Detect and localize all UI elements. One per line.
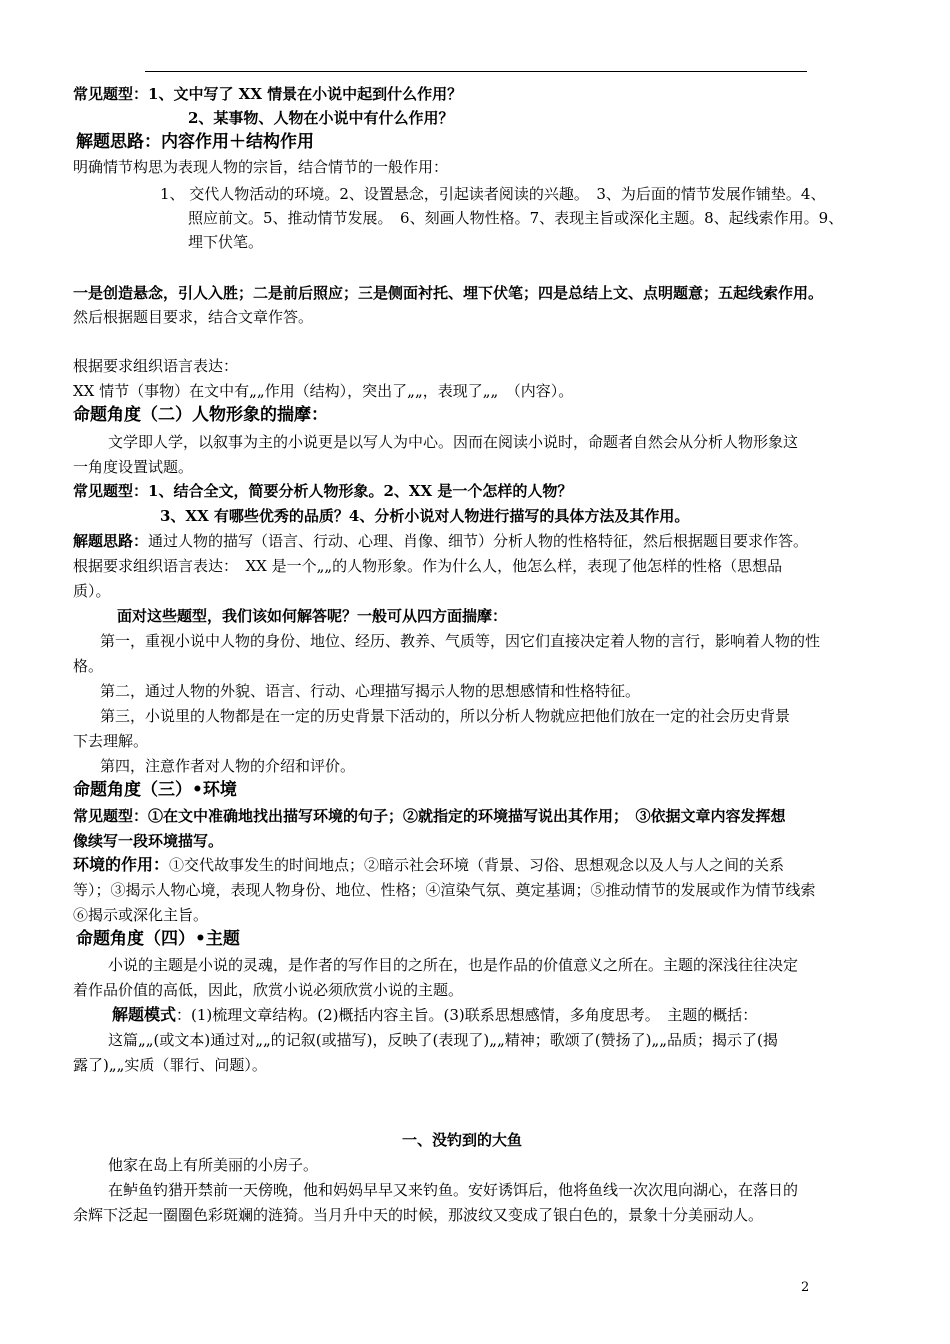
angle3-function-line2: 等）；③揭示人物心境，表现人物身份、地位、性格；④渲染气氛、奠定基调；⑤推动情节的发展或作为情节线索 xyxy=(73,881,816,899)
angle2-heading: 命题角度（二）人物形象的揣摩： xyxy=(73,405,328,425)
angle4-mode-text: ：(1)梳理文章结构。(2)概括内容主旨。(3)联系思想感情，多角度思考。 主题的概括： xyxy=(176,1006,758,1024)
angle2-approach-text: 通过人物的描写（语言、行动、心理、肖像、细节）分析人物的性格特征，然后根据题目要求作答。 xyxy=(148,532,809,550)
question-type-2: 2、某事物、人物在小说中有什么作用？ xyxy=(188,109,454,127)
angle3-types-line1: 常见题型：①在文中准确地找出描写环境的句子；②就指定的环境描写说出其作用； ③依据文章内容发挥想 xyxy=(73,807,786,825)
angle2-types-line2: 3、XX 有哪些优秀的品质？4、分析小说对人物进行描写的具体方法及其作用。 xyxy=(160,507,690,525)
angle3-types-line2: 像续写一段环境描写。 xyxy=(73,832,224,850)
angle2-types-label: 常见题型： xyxy=(73,482,149,500)
angle4-heading: 命题角度（四）•主题 xyxy=(76,929,240,949)
angle3-function-line1 xyxy=(73,855,784,875)
first-point-line2: 格。 xyxy=(73,657,104,675)
angle4-mode-label: 解题模式 xyxy=(112,1005,177,1024)
function-list-line2: 照应前文。5、推动情节发展。 6、刻画人物性格。7、表现主旨或深化主题。8、起线索作用。9、 xyxy=(188,209,844,227)
angle4-template-line1: 这篇„„(或文本)通过对„„的记叙(或描写)，反映了(表现了)„„精神；歌颂了(赞扬了)„„品质；揭示了(揭 xyxy=(108,1031,778,1049)
question-types-line1 xyxy=(73,84,462,104)
question-type-1: ：1、文中写了 XX 情景在小说中起到什么作用？ xyxy=(133,85,463,103)
angle2-approach xyxy=(73,531,808,551)
angle4-template-line2: 露了)„„实质（罪行、问题）。 xyxy=(73,1056,267,1074)
story-para2-line2: 余辉下泛起一圈圈色彩斑斓的涟猗。当月升中天的时候，那波纹又变成了银白色的，景象十分美丽动人。 xyxy=(73,1206,764,1224)
express-label: 根据要求组织语言表达： xyxy=(73,357,239,375)
angle2-express-line2: 质）。 xyxy=(73,582,111,600)
third-point-line1: 第三，小说里的人物都是在一定的历史背景下活动的，所以分析人物就应把他们放在一定的社会历史背景 xyxy=(100,707,791,725)
angle3-function-text1: ①交代故事发生的时间地点；②暗示社会环境（背景、习俗、思想观念以及人与人之间的关系 xyxy=(169,856,785,874)
angle3-function-line3: ⑥揭示或深化主旨。 xyxy=(73,906,209,924)
summary-bold: 一是创造悬念，引人入胜；二是前后照应；三是侧面衬托、埋下伏笔；四是总结上文、点明题意；五起线索作用。 xyxy=(73,284,824,302)
header-rule xyxy=(145,71,807,72)
question-types-label: 常见题型 xyxy=(73,85,134,103)
angle2-para-line1: 文学即人学，以叙事为主的小说更是以写人为中心。因而在阅读小说时，命题者自然会从分析人物形象这 xyxy=(108,433,799,451)
story-para2-line1: 在鲈鱼钓猎开禁前一天傍晚，他和妈妈早早又来钓鱼。安好诱饵后，他将鱼线一次次甩向湖心，在落日的 xyxy=(108,1181,799,1199)
summary-tail: 然后根据题目要求，结合文章作答。 xyxy=(73,308,314,326)
second-point: 第二，通过人物的外貌、语言、行动、心理描写揭示人物的思想感情和性格特征。 xyxy=(100,682,641,700)
angle4-para-line2: 着作品价值的高低，因此，欣赏小说必须欣赏小说的主题。 xyxy=(73,981,464,999)
angle2-express-line1: 根据要求组织语言表达： XX 是一个„„的人物形象。作为什么人，他怎么样，表现了他怎样的性格（思想品 xyxy=(73,557,783,575)
intro-line: 明确情节构思为表现人物的宗旨，结合情节的一般作用： xyxy=(73,158,449,176)
angle4-mode xyxy=(112,1005,757,1025)
story-title: 一、没钓到的大鱼 xyxy=(402,1131,523,1149)
angle3-heading: 命题角度（三）•环境 xyxy=(73,780,237,800)
express-template: XX 情节（事物）在文中有„„作用（结构），突出了„„，表现了„„ （内容）。 xyxy=(73,382,574,400)
angle2-approach-label: 解题思路： xyxy=(73,532,149,550)
fourth-point: 第四，注意作者对人物的介绍和评价。 xyxy=(100,757,356,775)
function-list-line3: 埋下伏笔。 xyxy=(188,233,264,251)
page-number: 2 xyxy=(801,1280,810,1295)
third-point-line2: 下去理解。 xyxy=(73,732,149,750)
angle2-types-line1 xyxy=(73,481,572,501)
first-point-line1: 第一，重视小说中人物的身份、地位、经历、教养、气质等，因它们直接决定着人物的言行，影响着人物的性 xyxy=(100,632,821,650)
approach-heading: 解题思路：内容作用＋结构作用 xyxy=(76,132,314,152)
story-para1: 他家在岛上有所美丽的小房子。 xyxy=(108,1156,319,1174)
function-list-line1: 1、 交代人物活动的环境。2、设置悬念，引起读者阅读的兴趣。 3、为后面的情节发展作铺垫。4、 xyxy=(160,185,826,203)
angle2-types-text1: 1、结合全文，简要分析人物形象。2、XX 是一个怎样的人物？ xyxy=(148,482,573,500)
angle2-para-line2: 一角度设置试题。 xyxy=(73,458,194,476)
angle4-para-line1: 小说的主题是小说的灵魂，是作者的写作目的之所在，也是作品的价值意义之所在。主题的深浅往往决定 xyxy=(108,956,799,974)
angle2-four-heading: 面对这些题型，我们该如何解答呢？一般可从四方面揣摩： xyxy=(117,607,508,625)
angle3-function-label: 环境的作用： xyxy=(73,855,170,874)
